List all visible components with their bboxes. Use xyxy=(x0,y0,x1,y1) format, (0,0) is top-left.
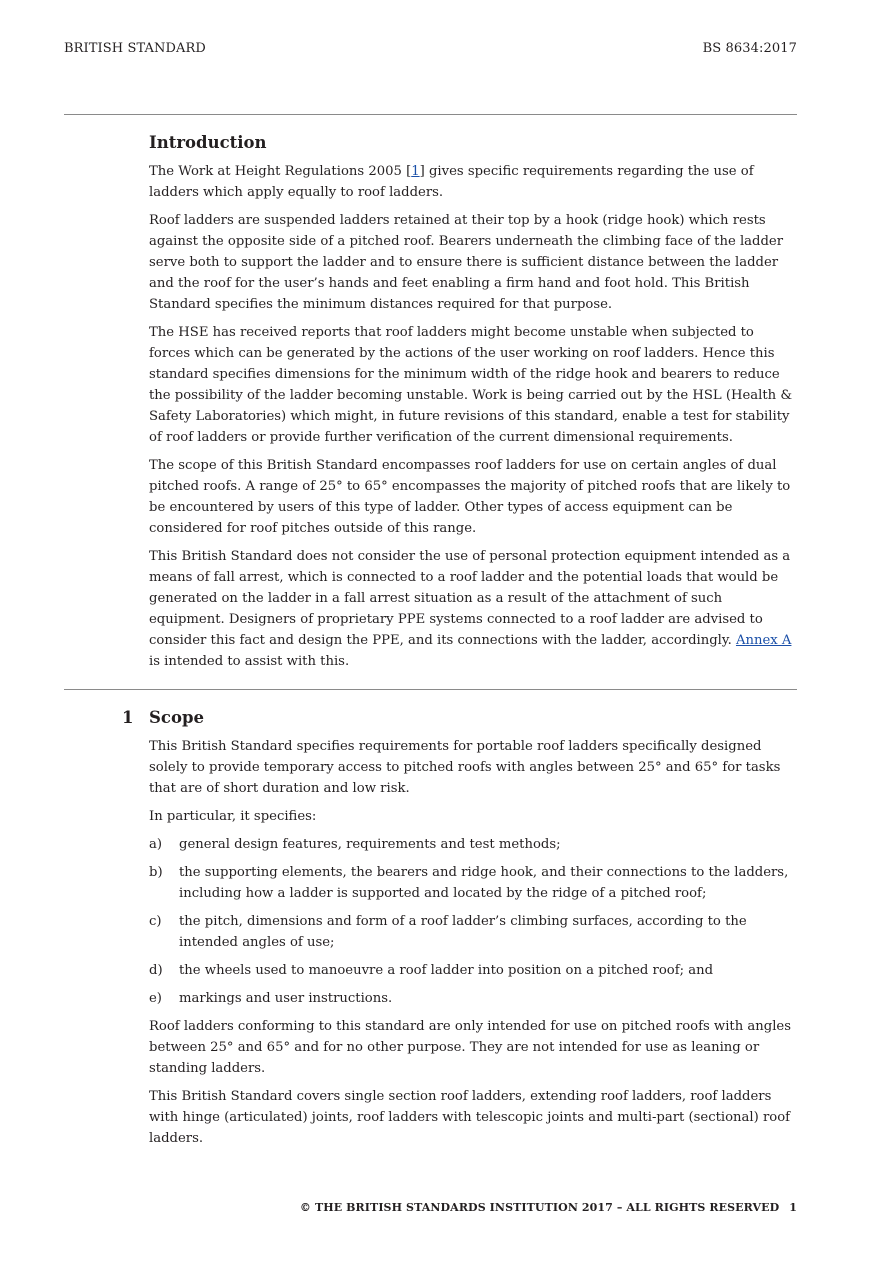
scope-paragraph-3: Roof ladders conforming to this standard are only intended for use on pitched roofs with angles between 25° and 65° and for no other purpose. They are not intended for use as leaning or standing ladders. xyxy=(149,1019,791,1076)
list-item xyxy=(149,911,797,953)
list-item-label: b) xyxy=(149,865,163,880)
page-number: 1 xyxy=(789,1201,797,1214)
scope-list xyxy=(149,834,797,1009)
list-item xyxy=(149,834,797,855)
list-item xyxy=(149,988,797,1009)
intro-p5-text: This British Standard does not consider the use of personal protection equipment intended as a means of fall arrest, which is connected to a roof ladder and the potential loads that would be generated on the ladder in a fall arrest situation as a result of the attachment of such equipment. Designers of proprietary PPE systems connected to a roof ladder are advised to consider this fact and design the PPE, and its connections with the ladder, accordingly. xyxy=(149,549,791,648)
introduction-paragraph-5 xyxy=(149,546,797,672)
copyright-notice: © THE BRITISH STANDARDS INSTITUTION 2017 – ALL RIGHTS RESERVED xyxy=(299,1201,780,1214)
top-divider xyxy=(64,114,797,115)
introduction-heading: Introduction xyxy=(149,133,267,152)
list-item-text: the wheels used to manoeuvre a roof ladder into position on a pitched roof; and xyxy=(179,963,714,978)
introduction-paragraph-2: Roof ladders are suspended ladders retained at their top by a hook (ridge hook) which rests against the opposite side of a pitched roof. Bearers underneath the climbing face of the ladder serve both to support the ladder and to ensure there is sufficient distance between the ladder and the roof for the user’s hands and feet enabling a firm hand and foot hold. This British Standard specifies the minimum distances required for that purpose. xyxy=(149,213,784,312)
list-item xyxy=(149,960,797,981)
introduction-paragraph-1 xyxy=(149,161,797,203)
list-item-text: the supporting elements, the bearers and ridge hook, and their connections to the ladders, including how a ladder is supported and located by the ridge of a pitched roof; xyxy=(179,865,789,901)
scope-section-number: 1 xyxy=(122,708,134,727)
list-item-label: e) xyxy=(149,991,162,1006)
scope-paragraph-2: In particular, it specifies: xyxy=(149,809,317,824)
list-item-label: d) xyxy=(149,963,163,978)
page-footer xyxy=(300,1201,797,1214)
list-item-label: c) xyxy=(149,914,162,929)
running-header-left: BRITISH STANDARD xyxy=(64,41,206,56)
scope-heading: Scope xyxy=(149,708,205,727)
intro-p1-text: The Work at Height Regulations 2005 [ xyxy=(149,164,412,179)
reference-link-1[interactable]: 1 xyxy=(411,164,420,179)
list-item-text: markings and user instructions. xyxy=(179,991,393,1006)
introduction-paragraph-3: The HSE has received reports that roof ladders might become unstable when subjected to forces which can be generated by the actions of the user working on roof ladders. Hence this standard specifies dimensions for the minimum width of the ridge hook and bearers to reduce the possibility of the ladder becoming unstable. Work is being carried out by the HSL (Health & Safety Laboratories) which might, in future revisions of this standard, enable a test for stability of roof ladders or provide further verification of the current dimensional requirements. xyxy=(149,325,793,445)
scope-section xyxy=(149,708,797,1156)
section-divider xyxy=(64,689,797,690)
intro-p1-text-end: ] gives specific requirements regarding the use of ladders which apply equally to roof ladders. xyxy=(149,164,754,200)
running-header-right: BS 8634:2017 xyxy=(702,41,797,56)
scope-paragraph-4: This British Standard covers single section roof ladders, extending roof ladders, roof ladders with hinge (articulated) joints, roof ladders with telescopic joints and multi-part (sectional) roof ladders. xyxy=(149,1089,791,1146)
scope-paragraph-1: This British Standard specifies requirements for portable roof ladders specifically designed solely to provide temporary access to pitched roofs with angles between 25° and 65° for tasks that are of short duration and low risk. xyxy=(149,739,781,796)
intro-p5-text-end: is intended to assist with this. xyxy=(149,654,350,669)
annex-a-link[interactable]: Annex A xyxy=(735,633,792,648)
list-item xyxy=(149,862,797,904)
list-item-text: the pitch, dimensions and form of a roof ladder’s climbing surfaces, according to the intended angles of use; xyxy=(179,914,747,950)
list-item-label: a) xyxy=(149,837,163,852)
introduction-section xyxy=(149,133,797,679)
introduction-paragraph-4: The scope of this British Standard encompasses roof ladders for use on certain angles of dual pitched roofs. A range of 25° to 65° encompasses the majority of pitched roofs that are likely to be encountered by users of this type of ladder. Other types of access equipment can be considered for roof pitches outside of this range. xyxy=(149,458,791,536)
list-item-text: general design features, requirements and test methods; xyxy=(179,837,561,852)
